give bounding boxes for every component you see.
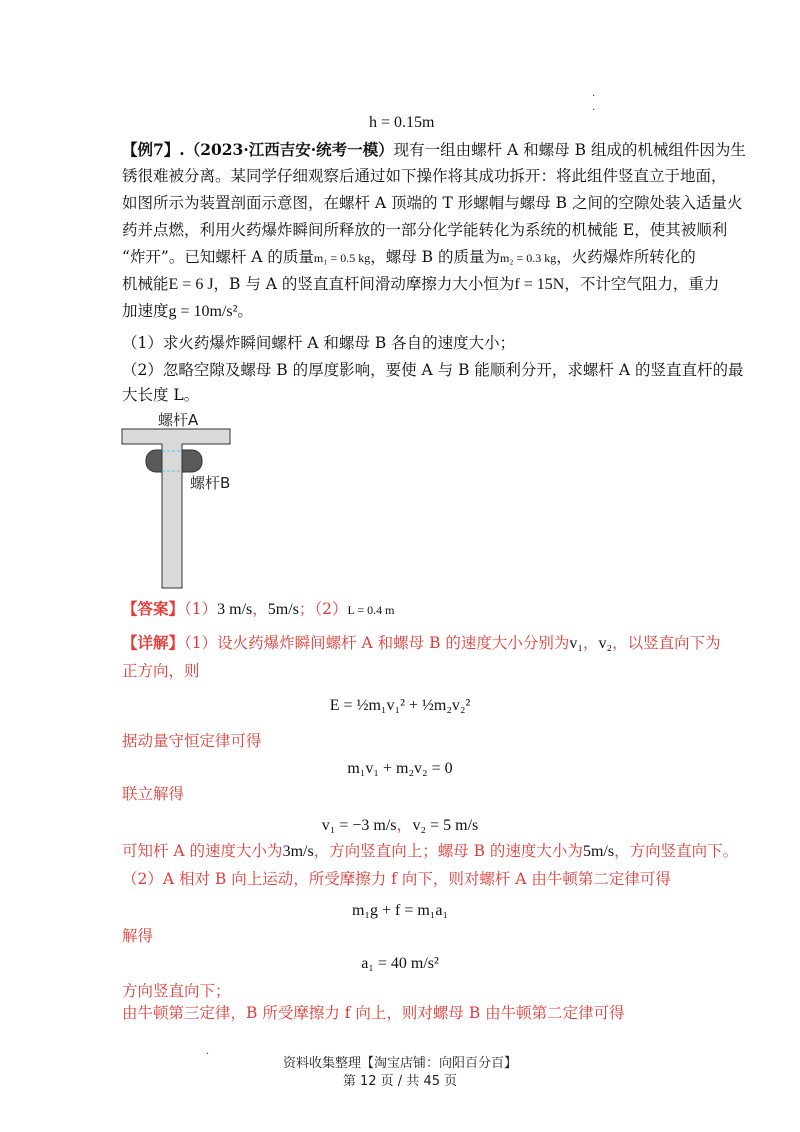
detail-line-2: 正方向，则 bbox=[122, 662, 200, 680]
detail-text-5b: ，方向竖直向上；螺母 B 的速度大小为 bbox=[313, 842, 583, 860]
top-result: h = 0.15m bbox=[369, 114, 435, 131]
answer-tag: 【答案】 bbox=[122, 599, 185, 618]
detail-line-8: 方向竖直向下； bbox=[122, 982, 231, 1000]
example-text-g: 加速度 bbox=[122, 302, 169, 320]
speed-a: 3m/s bbox=[282, 843, 314, 860]
example-text-b: ，螺母 B 的质量为 bbox=[370, 248, 500, 266]
bolt-a-shaft-overlay bbox=[162, 449, 182, 473]
example-first-line bbox=[122, 142, 746, 159]
example-line-2: 如图所示为装置剖面示意图，在螺杆 A 顶端的 T 形螺帽与螺母 B 之间的空隙处装入适量火 bbox=[122, 194, 743, 212]
v1-symbol: v₁ bbox=[569, 635, 583, 652]
example-line-6 bbox=[122, 304, 253, 320]
detail-text-5c: ，方向竖直向下。 bbox=[614, 842, 739, 860]
detail-line-9: 由牛顿第三定律，B 所受摩擦力 f 向上，则对螺母 B 由牛顿第二定律可得 bbox=[122, 1004, 625, 1022]
example-tag: 【例7】. bbox=[122, 140, 185, 159]
answer-part-1: （1） bbox=[184, 600, 218, 618]
detail-line-3: 据动量守恒定律可得 bbox=[122, 732, 262, 750]
v1-solution: v₁ = −3 m/s bbox=[321, 817, 397, 834]
example-line-5 bbox=[122, 277, 719, 293]
answer-v1: 3 m/s bbox=[217, 601, 253, 618]
question-2-line-2: 大长度 L。 bbox=[122, 386, 200, 404]
detail-text-1b: ，以竖直向下为 bbox=[612, 634, 721, 652]
example-text-f: ，不计空气阻力，重力 bbox=[564, 275, 720, 293]
example-line-3: 药并点燃，利用火药爆炸瞬间所释放的一部分化学能转化为系统的机械能 E，使其被顺利 bbox=[122, 221, 728, 239]
stray-dot: . bbox=[206, 1046, 210, 1057]
detail-text-5a: 可知杆 A 的速度大小为 bbox=[122, 842, 283, 860]
mass-b: m₂ = 0.3 kg bbox=[499, 251, 557, 265]
page-number: 第 12 页 / 共 45 页 bbox=[342, 1074, 458, 1089]
v2-solution: v₂ = 5 m/s bbox=[412, 817, 479, 834]
detail-line-4: 联立解得 bbox=[122, 785, 185, 803]
figure-label-a: 螺杆A bbox=[158, 411, 199, 429]
momentum-equation: m₁v₁ + m₂v₂ = 0 bbox=[347, 760, 453, 777]
detail-tag: 【详解】 bbox=[122, 633, 185, 652]
detail-text-1: （1）设火药爆炸瞬间螺杆 A 和螺母 B 的速度大小分别为 bbox=[184, 634, 570, 652]
speed-b: 5m/s bbox=[582, 843, 615, 860]
energy-value: E = 6 J bbox=[168, 276, 214, 293]
detail-line-1 bbox=[122, 635, 721, 652]
example-source: （2023·江西吉安·统考一模） bbox=[184, 140, 394, 159]
example-line-1: 锈很难被分离。某同学仔细观察后通过如下操作将其成功拆开：将此组件竖直立于地面， bbox=[122, 167, 727, 185]
detail-comma: ， bbox=[583, 634, 599, 652]
detail-line-6: （2）A 相对 B 向上运动，所受摩擦力 f 向下，则对螺杆 A 由牛顿第二定律可得 bbox=[122, 870, 671, 888]
answer-part-2: ；（2） bbox=[298, 600, 348, 618]
figure-label-b: 螺杆B bbox=[190, 474, 231, 492]
detail-line-7: 解得 bbox=[122, 927, 154, 945]
footer-source: 资料收集整理【淘宝店铺：向阳百分百】 bbox=[282, 1056, 517, 1071]
answer-v2: 5m/s bbox=[267, 601, 299, 618]
answer-line bbox=[122, 601, 395, 618]
example-line-0: 现有一组由螺杆 A 和螺母 B 组成的机械组件因为生 bbox=[393, 141, 746, 159]
newton-equation-a: m₁g + f = m₁a₁ bbox=[351, 902, 449, 919]
gravity-value: g = 10m/s² bbox=[168, 303, 238, 320]
bolt-nut-diagram bbox=[118, 408, 248, 594]
example-text-e: ，B 与 A 的竖直直杆间滑动摩擦力大小恒为 bbox=[213, 275, 515, 293]
energy-equation: E = ½m₁v₁² + ½m₂v₂² bbox=[329, 697, 471, 714]
stray-dot: . bbox=[592, 88, 596, 99]
detail-line-5 bbox=[122, 844, 738, 860]
acceleration-solution: a₁ = 40 m/s² bbox=[361, 955, 439, 972]
example-text-c: ，火药爆炸所转化的 bbox=[556, 248, 696, 266]
friction-value: f = 15N bbox=[514, 276, 565, 293]
example-text-a: “炸开”。已知螺杆 A 的质量 bbox=[122, 248, 314, 266]
question-2-line-1: （2）忽略空隙及螺母 B 的厚度影响，要使 A 与 B 能顺利分开，求螺杆 A 的竖直直杆的最 bbox=[122, 361, 744, 379]
stray-dot: . bbox=[592, 102, 596, 113]
question-1: （1）求火药爆炸瞬间螺杆 A 和螺母 B 各自的速度大小； bbox=[122, 334, 516, 352]
velocity-sep: ， bbox=[396, 817, 413, 834]
answer-length: L = 0.4 m bbox=[347, 603, 395, 617]
example-text-h: 。 bbox=[237, 302, 253, 320]
mass-a: m₁ = 0.5 kg bbox=[313, 251, 371, 265]
answer-sep: ， bbox=[252, 600, 268, 618]
example-text-d: 机械能 bbox=[122, 275, 169, 293]
example-line-4 bbox=[122, 250, 696, 266]
v2-symbol: v₂ bbox=[598, 635, 613, 652]
velocity-solution bbox=[0, 812, 800, 835]
